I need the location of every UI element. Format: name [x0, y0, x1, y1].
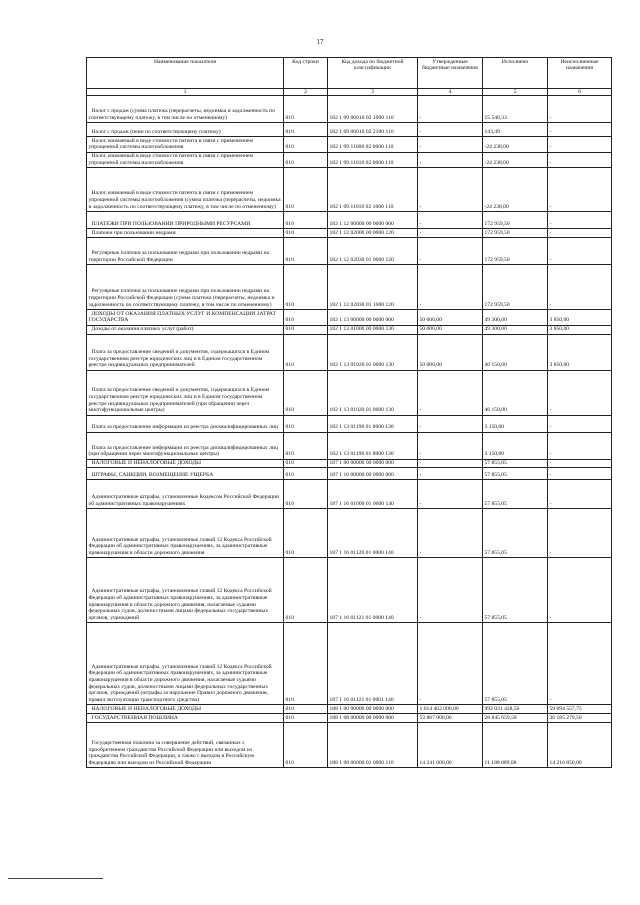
table-row — [87, 96, 612, 123]
row-unexecuted: - — [548, 265, 612, 310]
row-kbk: 182 1 12 02000 00 0000 120 — [328, 229, 418, 238]
row-code: 010 — [284, 558, 328, 623]
row-kbk: 188 1 08 06000 01 0000 110 — [328, 723, 418, 768]
row-unexecuted: 3 850,00 — [548, 310, 612, 326]
row-executed: 57 855,05 — [483, 558, 548, 623]
row-name: Плата за предоставление информации из реестра дисквалифицированных лиц — [87, 415, 284, 432]
column-number: 4 — [418, 89, 483, 96]
table-row — [87, 229, 612, 238]
row-executed: 992 031 428,56 — [483, 705, 548, 714]
header-approved: Утвержденные бюджетные назначения — [418, 58, 483, 89]
row-name: Плата за предоставление сведений и документов, содержащихся в Едином государственном реестре юридических лиц и в Едином государственном реестре индивидуальных предпринимателей (при обращении через многофункциональные центры) — [87, 370, 284, 415]
row-approved: - — [418, 137, 483, 153]
row-code: 010 — [284, 370, 328, 415]
row-approved: - — [418, 432, 483, 459]
table-row — [87, 123, 612, 137]
row-kbk: 182 1 12 02030 01 0000 120 — [328, 238, 418, 265]
row-unexecuted: - — [548, 212, 612, 229]
row-approved: 50 000,00 — [418, 325, 483, 334]
row-code: 010 — [284, 137, 328, 153]
row-approved: - — [418, 623, 483, 705]
row-kbk: 182 1 09 11010 02 1000 110 — [328, 168, 418, 212]
row-unexecuted: 3 850,00 — [548, 325, 612, 334]
row-kbk: 187 1 16 01121 01 0001 140 — [328, 623, 418, 705]
row-kbk: 182 1 13 01020 01 0000 130 — [328, 334, 418, 370]
row-kbk: 187 1 16 01000 01 0000 140 — [328, 480, 418, 509]
row-executed: 57 855,05 — [483, 459, 548, 468]
row-approved: - — [418, 212, 483, 229]
row-code: 010 — [284, 96, 328, 123]
row-code: 010 — [284, 623, 328, 705]
row-executed: -24 238,00 — [483, 152, 548, 168]
row-approved: - — [418, 480, 483, 509]
row-name: Государственная пошлина за совершение действий, связанных с приобретением гражданства Российской Федерации или выходом из гражданства Российской Федерации, а также с въездом в Российскую Федерацию или выездом из Российской Федерации — [87, 723, 284, 768]
row-name: Административные штрафы, установленные главой 12 Кодекса Российской Федерации об административных правонарушениях, за административные правонарушения в области дорожного движения — [87, 509, 284, 558]
column-number: 3 — [328, 89, 418, 96]
row-name: Регулярные платежи за пользование недрами при пользовании недрами на территории Российской Федерации — [87, 238, 284, 265]
row-name: Административные штрафы, установленные главой 12 Кодекса Российской Федерации об административных правонарушениях, за административные правонарушения в области дорожного движения, налагаемые судьями федеральных судов, должностными лицами федеральных государственных органов, учреждений (штрафы за нарушение Правил дорожного движения, правил эксплуатации транспортного средства) — [87, 623, 284, 705]
column-number: 1 — [87, 89, 284, 96]
row-executed: 49 300,00 — [483, 310, 548, 326]
page-number: 17 — [316, 38, 324, 46]
row-unexecuted: - — [548, 509, 612, 558]
row-code: 010 — [284, 415, 328, 432]
row-executed: 57 855,05 — [483, 509, 548, 558]
table-row — [87, 509, 612, 558]
row-kbk: 182 1 13 01190 01 8000 130 — [328, 432, 418, 459]
row-unexecuted: 36 185 279,50 — [548, 714, 612, 723]
row-approved: - — [418, 558, 483, 623]
table-row — [87, 238, 612, 265]
row-name: Налог, взимаемый в виде стоимости патента в связи с применением упрощенной системы налогообложения — [87, 152, 284, 168]
row-kbk: 182 1 12 02030 01 1000 120 — [328, 265, 418, 310]
row-kbk: 187 1 16 01120 01 0000 140 — [328, 509, 418, 558]
footer-divider — [8, 878, 103, 879]
column-number: 5 — [483, 89, 548, 96]
row-unexecuted: - — [548, 558, 612, 623]
column-number: 6 — [548, 89, 612, 96]
row-name: ШТРАФЫ, САНКЦИИ, ВОЗМЕЩЕНИЕ УЩЕРБА — [87, 468, 284, 480]
row-code: 010 — [284, 432, 328, 459]
table-row — [87, 723, 612, 768]
row-name: Налог, взимаемый в виде стоимости патента в связи с применением упрощенной системы налогообложения — [87, 137, 284, 153]
row-code: 010 — [284, 325, 328, 334]
row-code: 010 — [284, 123, 328, 137]
row-executed: 3 150,00 — [483, 432, 548, 459]
row-name: Налог с продаж (сумма платежа (перерасчеты, недоимка и задолженность по соответствующему платежу, в том числе по отмененному) — [87, 96, 284, 123]
row-executed: 46 150,00 — [483, 370, 548, 415]
row-unexecuted: 59 094 557,75 — [548, 705, 612, 714]
row-unexecuted: - — [548, 229, 612, 238]
row-name: НАЛОГОВЫЕ И НЕНАЛОГОВЫЕ ДОХОДЫ — [87, 459, 284, 468]
row-kbk: 182 1 13 01000 00 0000 130 — [328, 325, 418, 334]
row-executed: 143,49 — [483, 123, 548, 137]
table-row — [87, 415, 612, 432]
row-unexecuted: - — [548, 96, 612, 123]
row-kbk: 182 1 09 11010 02 0000 110 — [328, 152, 418, 168]
row-kbk: 188 1 00 00000 00 0000 000 — [328, 705, 418, 714]
row-executed: 57 855,05 — [483, 468, 548, 480]
table-row — [87, 705, 612, 714]
row-approved: - — [418, 459, 483, 468]
row-name: Плата за предоставление сведений и документов, содержащихся в Едином государственном реестре юридических лиц и в Едином государственном реестре индивидуальных предпринимателей — [87, 334, 284, 370]
table-row — [87, 325, 612, 334]
row-code: 010 — [284, 705, 328, 714]
table-row — [87, 212, 612, 229]
table-row — [87, 623, 612, 705]
row-unexecuted: - — [548, 238, 612, 265]
row-approved: 50 000,00 — [418, 310, 483, 326]
row-executed: -24 238,00 — [483, 137, 548, 153]
row-unexecuted: - — [548, 459, 612, 468]
header-classification: Код дохода по бюджетной классификации — [328, 58, 418, 89]
row-approved: 53 867 000,00 — [418, 714, 483, 723]
row-executed: 172 959,50 — [483, 265, 548, 310]
row-code: 010 — [284, 212, 328, 229]
revenue-table — [86, 57, 612, 768]
table-row — [87, 459, 612, 468]
row-kbk: 182 1 12 00000 00 0000 000 — [328, 212, 418, 229]
row-name: Доходы от оказания платных услуг (работ) — [87, 325, 284, 334]
row-name: Налог, взимаемый в виде стоимости патента в связи с применением упрощенной системы налогообложения (сумма платежа (перерасчеты, недоимка и задолженность по соответствующему платежу, в том числе по отмененному) — [87, 168, 284, 212]
row-approved: - — [418, 123, 483, 137]
row-name: ДОХОДЫ ОТ ОКАЗАНИЯ ПЛАТНЫХ УСЛУГ И КОМПЕНСАЦИИ ЗАТРАТ ГОСУДАРСТВА — [87, 310, 284, 326]
row-unexecuted: 14 216 850,00 — [548, 723, 612, 768]
row-unexecuted: - — [548, 468, 612, 480]
column-number: 2 — [284, 89, 328, 96]
row-executed: 28 845 659,58 — [483, 714, 548, 723]
row-name: ПЛАТЕЖИ ПРИ ПОЛЬЗОВАНИИ ПРИРОДНЫМИ РЕСУРСАМИ — [87, 212, 284, 229]
row-executed: 3 150,00 — [483, 415, 548, 432]
row-approved: - — [418, 238, 483, 265]
row-kbk: 182 1 13 00000 00 0000 000 — [328, 310, 418, 326]
row-code: 010 — [284, 509, 328, 558]
table-row — [87, 714, 612, 723]
row-kbk: 188 1 08 00000 00 0000 000 — [328, 714, 418, 723]
row-code: 010 — [284, 168, 328, 212]
row-code: 010 — [284, 723, 328, 768]
row-code: 010 — [284, 714, 328, 723]
table-row — [87, 152, 612, 168]
row-unexecuted: - — [548, 123, 612, 137]
row-approved: - — [418, 468, 483, 480]
row-code: 010 — [284, 310, 328, 326]
row-executed: 46 150,00 — [483, 334, 548, 370]
table-row — [87, 168, 612, 212]
row-code: 010 — [284, 480, 328, 509]
header-name: Наименование показателя — [87, 58, 284, 89]
row-unexecuted: - — [548, 480, 612, 509]
row-executed: 57 855,05 — [483, 623, 548, 705]
row-name: Регулярные платежи за пользование недрами при пользовании недрами на территории Российской Федерации (сумма платежа (перерасчеты, недоимка и задолженность по соответствующему платежу, в том числе по отмененному) — [87, 265, 284, 310]
row-approved: 1 014 462 000,00 — [418, 705, 483, 714]
row-kbk: 187 1 16 00000 00 0000 000 — [328, 468, 418, 480]
row-code: 010 — [284, 238, 328, 265]
table-row — [87, 432, 612, 459]
row-approved: - — [418, 370, 483, 415]
row-executed: 172 959,50 — [483, 212, 548, 229]
row-code: 010 — [284, 459, 328, 468]
row-executed: -24 238,00 — [483, 168, 548, 212]
table-row — [87, 265, 612, 310]
row-approved: 14 241 000,00 — [418, 723, 483, 768]
header-code: Код строки — [284, 58, 328, 89]
row-approved: - — [418, 152, 483, 168]
header-unexecuted: Неисполненные назначения — [548, 58, 612, 89]
row-executed: 11 188 089,08 — [483, 723, 548, 768]
row-executed: 172 959,50 — [483, 229, 548, 238]
table-row — [87, 137, 612, 153]
row-code: 010 — [284, 468, 328, 480]
row-unexecuted: - — [548, 137, 612, 153]
row-kbk: 182 1 13 01190 01 0000 130 — [328, 415, 418, 432]
row-approved: - — [418, 265, 483, 310]
row-unexecuted: - — [548, 168, 612, 212]
table-row — [87, 480, 612, 509]
row-name: ГОСУДАРСТВЕННАЯ ПОШЛИНА — [87, 714, 284, 723]
row-executed: 49 300,00 — [483, 325, 548, 334]
row-unexecuted: - — [548, 623, 612, 705]
table-row — [87, 334, 612, 370]
row-approved: - — [418, 415, 483, 432]
row-unexecuted: - — [548, 432, 612, 459]
row-unexecuted: - — [548, 415, 612, 432]
table-row — [87, 310, 612, 326]
row-name: Административные штрафы, установленные Кодексом Российской Федерации об административных правонарушениях — [87, 480, 284, 509]
row-unexecuted: - — [548, 152, 612, 168]
row-approved: 50 000,00 — [418, 334, 483, 370]
row-kbk: 182 1 09 06010 02 1000 110 — [328, 96, 418, 123]
row-name: Плата за предоставление информации из реестра дисквалифицированных лиц (при обращении через многофункциональные центры) — [87, 432, 284, 459]
row-kbk: 182 1 09 06010 02 2100 110 — [328, 123, 418, 137]
row-approved: - — [418, 229, 483, 238]
row-kbk: 187 1 00 00000 00 0000 000 — [328, 459, 418, 468]
row-kbk: 187 1 16 01121 01 0000 140 — [328, 558, 418, 623]
table-row — [87, 370, 612, 415]
row-executed: 15 540,33 — [483, 96, 548, 123]
row-approved: - — [418, 168, 483, 212]
row-unexecuted: 3 850,00 — [548, 334, 612, 370]
row-approved: - — [418, 509, 483, 558]
row-executed: 172 959,50 — [483, 238, 548, 265]
row-name: Налог с продаж (пени по соответствующему платежу) — [87, 123, 284, 137]
row-name: Платежи при пользовании недрами — [87, 229, 284, 238]
row-kbk: 182 1 09 11000 02 0000 110 — [328, 137, 418, 153]
row-executed: 57 855,05 — [483, 480, 548, 509]
table-row — [87, 468, 612, 480]
row-name: Административные штрафы, установленные главой 12 Кодекса Российской Федерации об административных правонарушениях, за административные правонарушения в области дорожного движения, налагаемые судьями федеральных судов, должностными лицами федеральных государственных органов, учреждений — [87, 558, 284, 623]
row-kbk: 182 1 13 01020 01 8000 130 — [328, 370, 418, 415]
row-approved: - — [418, 96, 483, 123]
row-name: НАЛОГОВЫЕ И НЕНАЛОГОВЫЕ ДОХОДЫ — [87, 705, 284, 714]
header-executed: Исполнено — [483, 58, 548, 89]
table-row — [87, 558, 612, 623]
table-body — [87, 96, 612, 768]
row-code: 010 — [284, 334, 328, 370]
row-unexecuted: - — [548, 370, 612, 415]
row-code: 010 — [284, 265, 328, 310]
row-code: 010 — [284, 152, 328, 168]
row-code: 010 — [284, 229, 328, 238]
